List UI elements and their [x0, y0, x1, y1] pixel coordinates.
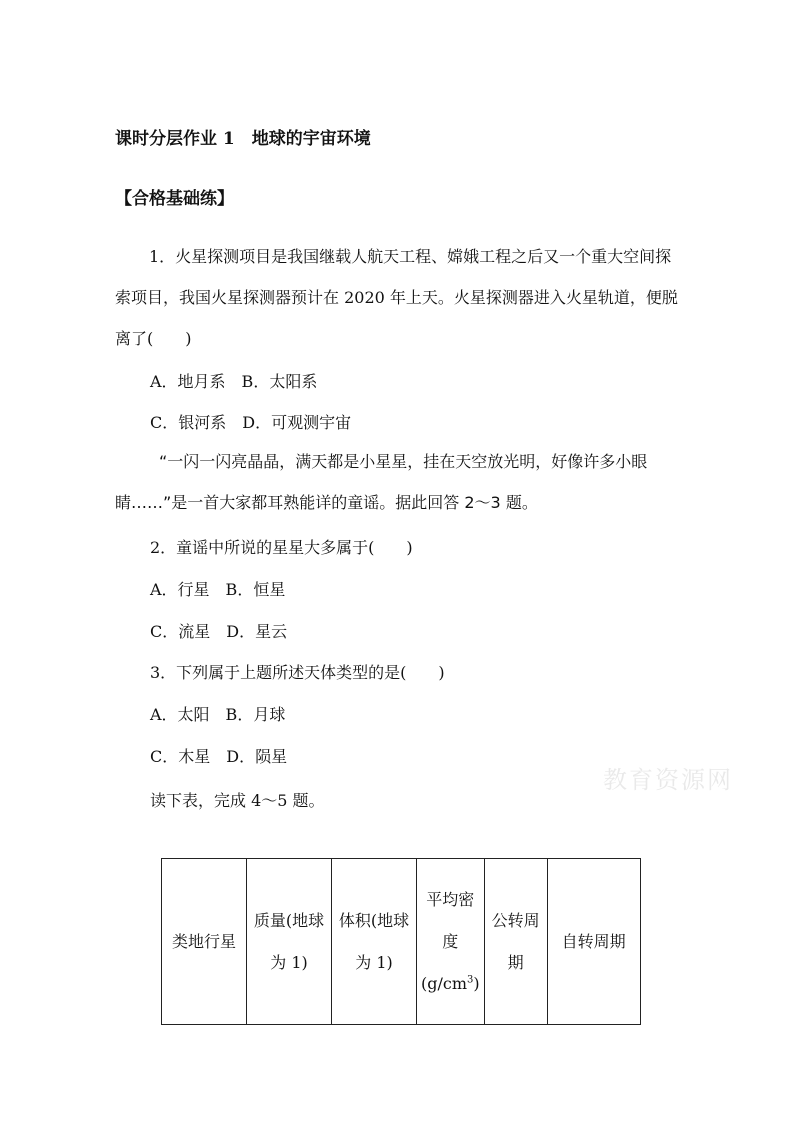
assignment-title: 课时分层作业 1 地球的宇宙环境 — [115, 129, 371, 149]
question-2-options-cd: C．流星 D．星云 — [150, 622, 288, 641]
question-3-stem: 3．下列属于上题所述天体类型的是( ) — [150, 663, 445, 682]
question-2-options-ab: A．行星 B．恒星 — [150, 580, 286, 599]
table-header-row — [162, 859, 641, 1025]
section-heading: 【合格基础练】 — [115, 189, 234, 209]
question-2-stem: 2．童谣中所说的星星大多属于( ) — [150, 538, 413, 557]
question-1-options-cd: C．银河系 D．可观测宇宙 — [150, 413, 352, 432]
header-rotation: 自转周期 — [547, 859, 640, 1025]
watermark: 教育资源网 — [603, 766, 733, 794]
table-intro: 读下表，完成 4～5 题。 — [150, 791, 325, 810]
question-3-options-cd: C．木星 D．陨星 — [150, 747, 288, 766]
header-mass: 质量(地球为 1) — [247, 859, 332, 1025]
planet-data-table — [161, 858, 641, 1025]
header-revolution: 公转周期 — [484, 859, 547, 1025]
song-passage: “一闪一闪亮晶晶，满天都是小星星，挂在天空放光明，好像许多小眼睛……”是一首大家都耳熟能详的童谣。据此回答 2～3 题。 — [115, 452, 648, 512]
header-density: 平均密度$(g/cm^3)$ — [417, 859, 485, 1025]
question-3-options-ab: A．太阳 B．月球 — [150, 705, 286, 724]
header-volume: 体积(地球为 1) — [332, 859, 417, 1025]
header-planet: 类地行星 — [162, 859, 247, 1025]
question-1-options-ab: A．地月系 B．太阳系 — [150, 372, 318, 391]
question-1-stem: 1．火星探测项目是我国继载人航天工程、嫦娥工程之后又一个重大空间探索项目，我国火星探测器预计在 2020 年上天。火星探测器进入火星轨道，便脱离了( ) — [115, 247, 678, 348]
